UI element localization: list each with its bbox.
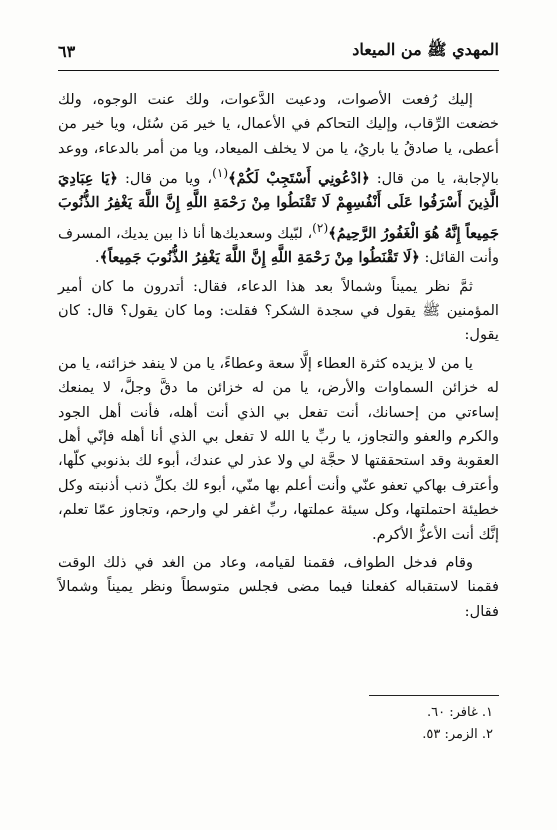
header-rule bbox=[58, 70, 499, 71]
footnotes bbox=[58, 702, 499, 746]
page-body bbox=[58, 88, 499, 628]
para1-text-2: ، ويا من قال: bbox=[117, 170, 213, 188]
paragraph-2: ثمَّ نظر يميناً وشمالاً بعد هذا الدعاء، فقال: أتدرون ما كان أمير المؤمنين ﷺ يقول في سجدة الشكر؟ فقلت: وما كان يقول؟ قال: كان يقول: bbox=[58, 277, 499, 344]
footnote-ref-2[interactable]: (٢) bbox=[312, 220, 329, 235]
running-title: المهدي ﷺ من الميعاد bbox=[352, 39, 499, 59]
quran-verse-3: ﴿لَا تَقْنَطُوا مِنْ رَحْمَةِ اللَّهِ إِنَّ اللَّهَ يَغْفِرُ الذُّنُوبَ جَمِيعاً﴾ bbox=[99, 249, 420, 267]
page-header bbox=[58, 34, 499, 68]
para1-text-1: إليك رُفعت الأصوات، ودعيت الدَّعوات، ولك عنت الوجوه، ولك خضعت الرِّقاب، وإليك التحاكم في الأعمال، يا خير مَن سُئل، ويا خير من أعطى، يا صادقُ يا باريُ، يا من لا يخلف الميعاد، ويا من أمر بالدعاء، ووعد بالإجابة، يا من قال: bbox=[58, 91, 499, 188]
para1-text-4: . bbox=[94, 249, 100, 267]
footnote-2: ٢. الزمر: ٥٣. bbox=[422, 727, 493, 742]
paragraph-1 bbox=[58, 88, 499, 271]
footnote-ref-1[interactable]: (١) bbox=[212, 166, 229, 181]
paragraph-3: يا من لا يزيده كثرة العطاء إلَّا سعة وعطاءً، يا من لا ينفد خزائنه، يا من له خزائن السماوات والأرض، يا من له خزائن ما دقَّ وجلَّ، لا يمنعك إساءتي من إحسانك، أنت تفعل بي الذي أنت أهله، فأنت أهل الجود والكرم والعفو والتجاوز، يا ربِّ يا الله لا تفعل بي الذي أنا أهله فإنّي أهل العقوبة وقد استحققتها لا حجَّة لي ولا عذر لي عندك، أبوء لك بذنوبي كلّها، وأعترف بهاكي تعفو عنّي وأنت أعلم بها منّي، أبوء لك بكلِّ ذنب أذنبته وكل خطيئة احتملتها، وكل سيئة عملتها، ربِّ اغفر لي وارحم، وتجاوز عمّا تعلم، إنَّك أنت الأعزُّ الأكرم. bbox=[58, 354, 499, 543]
para1-text-3: ، لبّيك وسعديك‌ها أنا ذا بين يديك، المسرف وأنت القائل: bbox=[58, 224, 499, 267]
page-number: ٦٣ bbox=[58, 41, 76, 61]
paragraph-4: وقام فدخل الطواف، فقمنا لقيامه، وعاد من الغد في ذلك الوقت فقمنا لاستقباله كفعلنا فيما مضى فجلس متوسطاً ونظر يميناً وشمالاً فقال: bbox=[58, 554, 499, 620]
quran-verse-2: ﴿يَا عِبَادِيَ الَّذِينَ أَسْرَفُوا عَلَى أَنْفُسِهِمْ لَا تَقْنَطُوا مِنْ رَحْمَةِ اللَّهِ إِنَّ اللَّهَ يَغْفِرُ الذُّنُوبَ جَمِيعاً إِنَّهُ هُوَ الْغَفُورُ الرَّحِيمُ﴾ bbox=[58, 170, 499, 242]
footnote-1: ١. غافر: ٦٠. bbox=[426, 705, 493, 720]
quran-verse-1: ﴿ادْعُونِي أَسْتَجِبْ لَكُمْ﴾ bbox=[228, 170, 370, 188]
footnote-rule bbox=[369, 695, 499, 696]
